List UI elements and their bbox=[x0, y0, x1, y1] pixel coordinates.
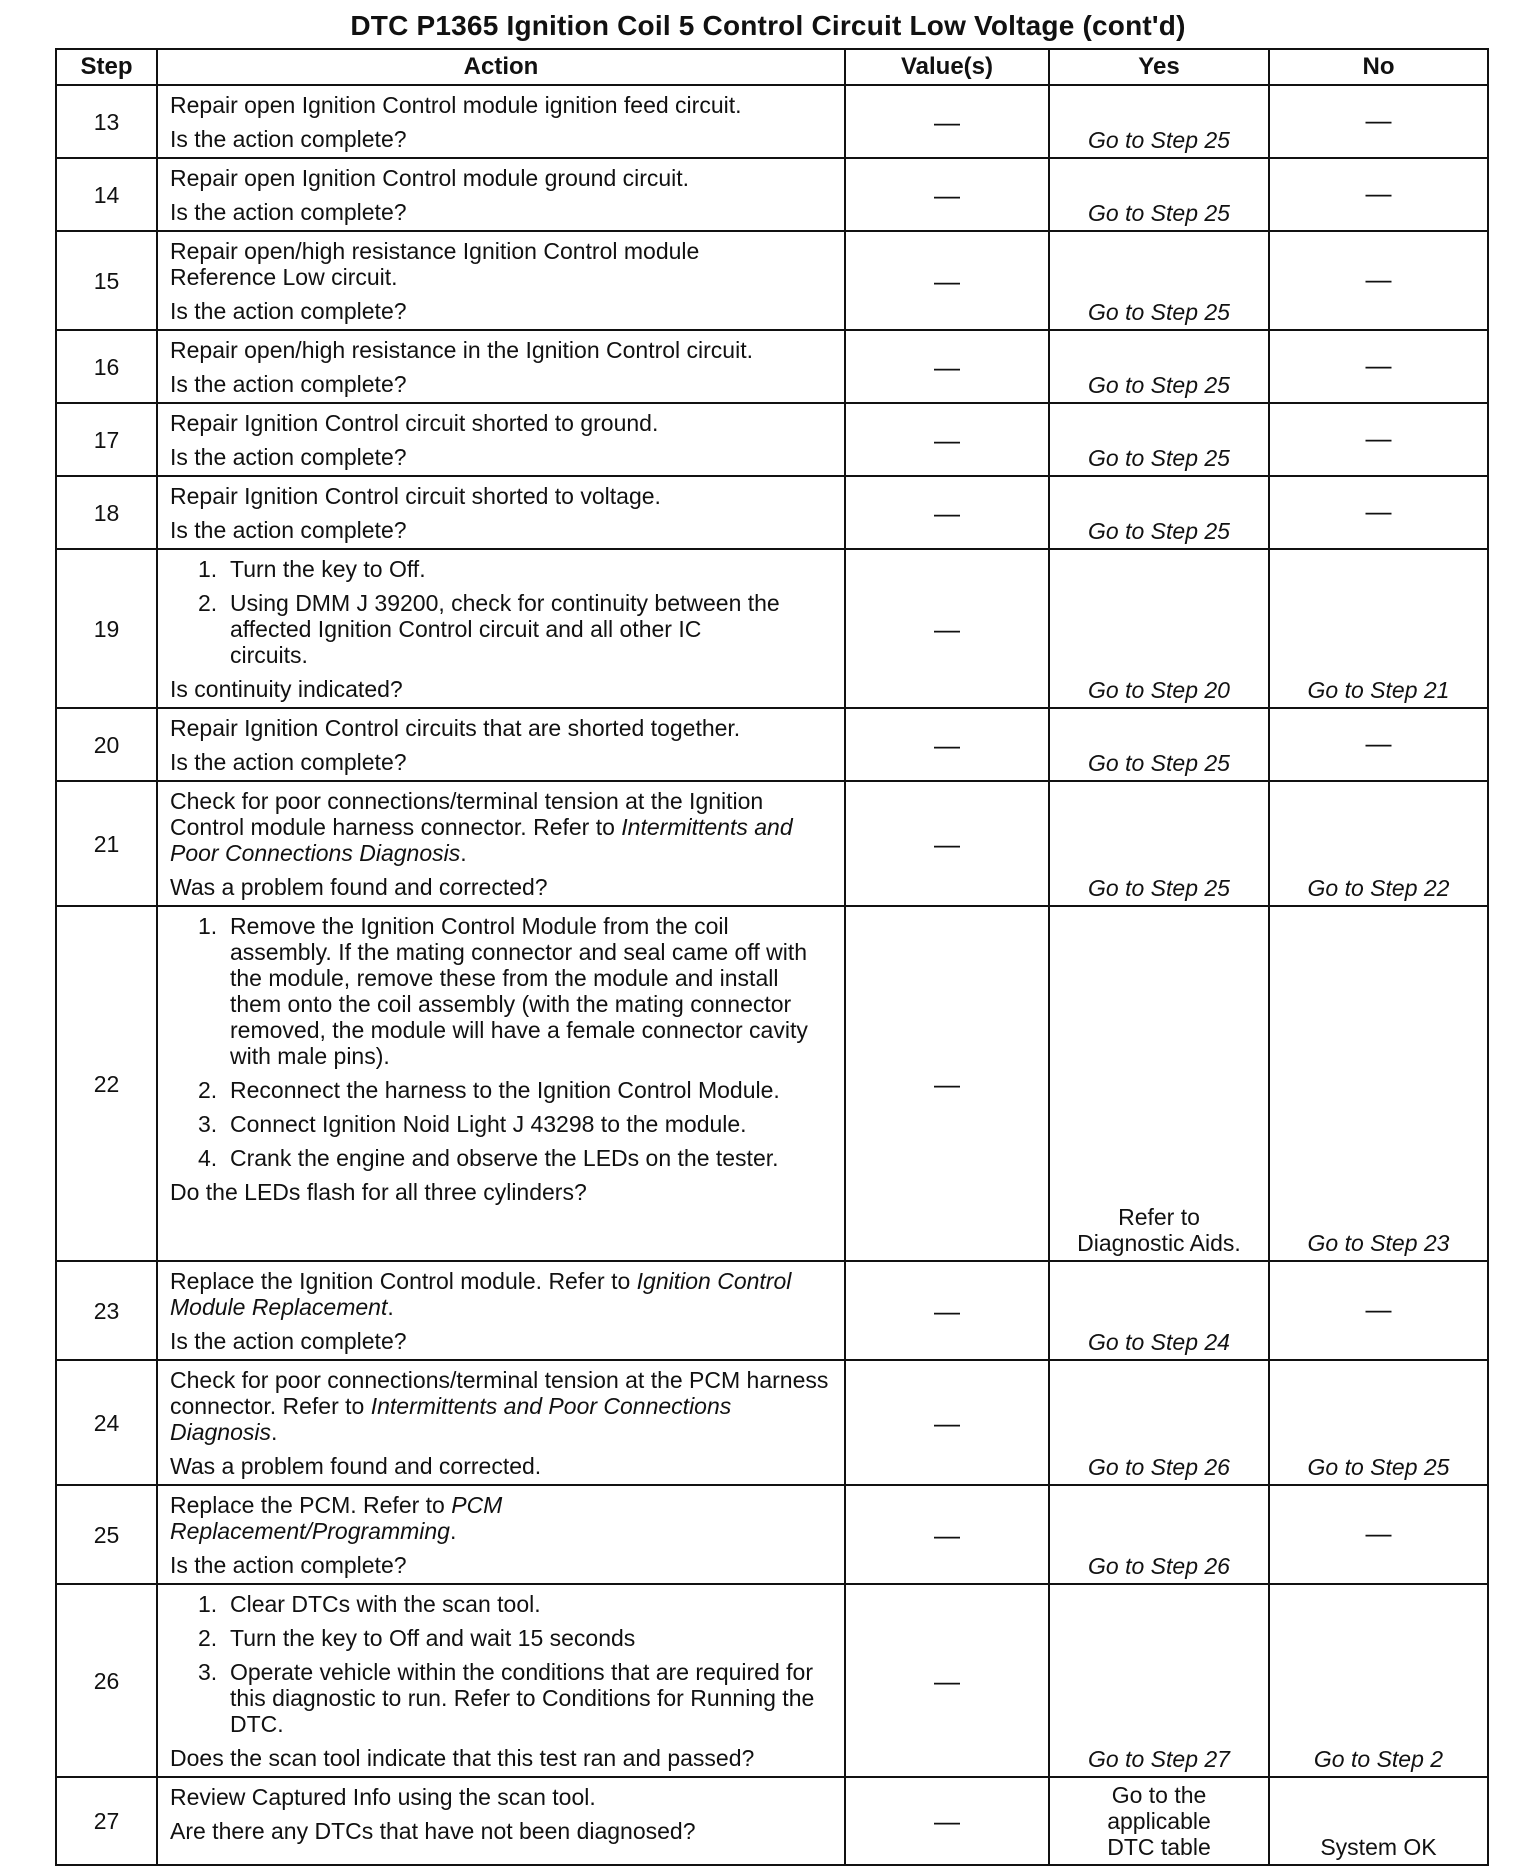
action-text: Check for poor connections/terminal tension at the PCM harness connector. Refer to Intermittents and Poor Connections Diagnosis. bbox=[170, 1367, 829, 1445]
header-values: Value(s) bbox=[845, 49, 1049, 85]
no-cell: — bbox=[1269, 158, 1488, 231]
step-number: 18 bbox=[56, 476, 157, 549]
instruction-list bbox=[170, 1591, 834, 1737]
value-cell: — bbox=[845, 330, 1049, 403]
yes-cell: Go to Step 25 bbox=[1049, 330, 1269, 403]
step-number: 17 bbox=[56, 403, 157, 476]
step-number: 15 bbox=[56, 231, 157, 330]
no-cell: — bbox=[1269, 1485, 1488, 1584]
value-cell: — bbox=[845, 231, 1049, 330]
yes-cell: Go to Step 25 bbox=[1049, 85, 1269, 158]
action-text: Repair Ignition Control circuit shorted to ground. bbox=[170, 410, 659, 436]
action-text: Check for poor connections/terminal tension at the Ignition Control module harness connector. Refer to Intermittents and Poor Connections Diagnosis. bbox=[170, 788, 793, 866]
action-text: Repair Ignition Control circuits that are shorted together. bbox=[170, 715, 741, 741]
step-number: 23 bbox=[56, 1261, 157, 1360]
step-number: 14 bbox=[56, 158, 157, 231]
action-text: Repair open Ignition Control module ignition feed circuit. bbox=[170, 92, 742, 118]
yes-cell: Go to Step 25 bbox=[1049, 403, 1269, 476]
action-text: Repair open/high resistance in the Ignition Control circuit. bbox=[170, 337, 753, 363]
action-question: Is the action complete? bbox=[170, 749, 407, 775]
action-text: Repair open/high resistance Ignition Control module Reference Low circuit. bbox=[170, 238, 700, 290]
action-cell bbox=[157, 1261, 845, 1360]
table-row bbox=[56, 1261, 1488, 1360]
header-action: Action bbox=[157, 49, 845, 85]
yes-cell: Refer to Diagnostic Aids. bbox=[1049, 906, 1269, 1261]
list-item: 1. Clear DTCs with the scan tool. bbox=[198, 1591, 541, 1617]
value-cell: — bbox=[845, 906, 1049, 1261]
yes-cell: Go to Step 26 bbox=[1049, 1485, 1269, 1584]
reference-link: Intermittents and Poor Connections Diagnosis bbox=[170, 814, 793, 866]
action-cell bbox=[157, 403, 845, 476]
action-cell bbox=[157, 1777, 845, 1865]
table-row bbox=[56, 708, 1488, 781]
action-question: Is the action complete? bbox=[170, 517, 407, 543]
yes-cell: Go to Step 27 bbox=[1049, 1584, 1269, 1777]
action-cell bbox=[157, 158, 845, 231]
action-cell bbox=[157, 85, 845, 158]
action-question: Was a problem found and corrected. bbox=[170, 1453, 542, 1479]
action-text: Replace the PCM. Refer to PCM Replacement/Programming. bbox=[170, 1492, 503, 1544]
yes-cell: Go to Step 26 bbox=[1049, 1360, 1269, 1485]
no-cell: Go to Step 25 bbox=[1269, 1360, 1488, 1485]
step-number: 27 bbox=[56, 1777, 157, 1865]
reference-link: Intermittents and Poor Connections Diagnosis bbox=[170, 1393, 732, 1445]
list-item: 1. Turn the key to Off. bbox=[198, 556, 426, 582]
table-row bbox=[56, 906, 1488, 1261]
list-item: 1. Remove the Ignition Control Module from the coil assembly. If the mating connector and seal came off with the module, remove these from the module and install them onto the coil assembly (with the mating connector removed, the module will have a female connector cavity with male pins). bbox=[198, 913, 808, 1069]
step-number: 24 bbox=[56, 1360, 157, 1485]
value-cell: — bbox=[845, 476, 1049, 549]
value-cell: — bbox=[845, 158, 1049, 231]
table-row bbox=[56, 1485, 1488, 1584]
action-question: Does the scan tool indicate that this test ran and passed? bbox=[170, 1745, 755, 1771]
value-cell: — bbox=[845, 708, 1049, 781]
action-question: Is the action complete? bbox=[170, 1328, 407, 1354]
no-cell: Go to Step 2 bbox=[1269, 1584, 1488, 1777]
reference-link: PCM Replacement/Programming bbox=[170, 1492, 503, 1544]
document-title: DTC P1365 Ignition Coil 5 Control Circuit Low Voltage (cont'd) bbox=[350, 10, 1186, 41]
header-step: Step bbox=[56, 49, 157, 85]
value-cell: — bbox=[845, 1584, 1049, 1777]
instruction-list bbox=[170, 556, 834, 668]
list-item: 2. Using DMM J 39200, check for continuity between the affected Ignition Control circuit and all other IC circuits. bbox=[198, 590, 780, 668]
no-cell: — bbox=[1269, 231, 1488, 330]
no-cell: — bbox=[1269, 1261, 1488, 1360]
step-number: 26 bbox=[56, 1584, 157, 1777]
list-item: 4. Crank the engine and observe the LEDs on the tester. bbox=[198, 1145, 779, 1171]
value-cell: — bbox=[845, 403, 1049, 476]
table-row bbox=[56, 85, 1488, 158]
action-cell bbox=[157, 549, 845, 708]
diagnostic-table bbox=[55, 48, 1489, 1866]
yes-cell: Go to Step 24 bbox=[1049, 1261, 1269, 1360]
header-no: No bbox=[1269, 49, 1488, 85]
no-cell: — bbox=[1269, 476, 1488, 549]
table-row bbox=[56, 476, 1488, 549]
no-cell: — bbox=[1269, 330, 1488, 403]
value-cell: — bbox=[845, 1360, 1049, 1485]
yes-cell: Go to Step 25 bbox=[1049, 781, 1269, 906]
action-cell bbox=[157, 1485, 845, 1584]
step-number: 25 bbox=[56, 1485, 157, 1584]
no-cell: Go to Step 21 bbox=[1269, 549, 1488, 708]
action-question: Is the action complete? bbox=[170, 1552, 407, 1578]
table-row bbox=[56, 1584, 1488, 1777]
action-question: Is the action complete? bbox=[170, 126, 407, 152]
table-row bbox=[56, 403, 1488, 476]
step-number: 19 bbox=[56, 549, 157, 708]
action-question: Are there any DTCs that have not been diagnosed? bbox=[170, 1818, 696, 1844]
no-cell: Go to Step 22 bbox=[1269, 781, 1488, 906]
no-cell: System OK bbox=[1269, 1777, 1488, 1865]
value-cell: — bbox=[845, 781, 1049, 906]
table-header-row bbox=[56, 49, 1488, 85]
action-cell bbox=[157, 476, 845, 549]
action-question: Is the action complete? bbox=[170, 199, 407, 225]
action-question: Is continuity indicated? bbox=[170, 676, 403, 702]
table-row bbox=[56, 158, 1488, 231]
value-cell: — bbox=[845, 1485, 1049, 1584]
action-cell bbox=[157, 1360, 845, 1485]
yes-cell: Go to Step 25 bbox=[1049, 476, 1269, 549]
step-number: 16 bbox=[56, 330, 157, 403]
yes-cell: Go to Step 25 bbox=[1049, 231, 1269, 330]
action-text: Review Captured Info using the scan tool. bbox=[170, 1784, 596, 1810]
yes-cell: Go to Step 20 bbox=[1049, 549, 1269, 708]
action-cell bbox=[157, 708, 845, 781]
yes-cell: Go to Step 25 bbox=[1049, 158, 1269, 231]
yes-cell: Go to the applicable DTC table bbox=[1049, 1777, 1269, 1865]
action-cell bbox=[157, 231, 845, 330]
value-cell: — bbox=[845, 85, 1049, 158]
table-row bbox=[56, 330, 1488, 403]
step-number: 21 bbox=[56, 781, 157, 906]
value-cell: — bbox=[845, 549, 1049, 708]
table-row bbox=[56, 231, 1488, 330]
table-row bbox=[56, 1360, 1488, 1485]
reference-link: Ignition Control Module Replacement bbox=[170, 1268, 792, 1320]
action-text: Replace the Ignition Control module. Refer to Ignition Control Module Replacement. bbox=[170, 1268, 792, 1320]
table-row bbox=[56, 1777, 1488, 1865]
list-item: 2. Turn the key to Off and wait 15 seconds bbox=[198, 1625, 636, 1651]
action-cell bbox=[157, 1584, 845, 1777]
no-cell: — bbox=[1269, 85, 1488, 158]
list-item: 3. Connect Ignition Noid Light J 43298 to the module. bbox=[198, 1111, 747, 1137]
no-cell: — bbox=[1269, 403, 1488, 476]
list-item: 3. Operate vehicle within the conditions that are required for this diagnostic to run. Refer to Conditions for Running the DTC. bbox=[198, 1659, 815, 1737]
list-item: 2. Reconnect the harness to the Ignition Control Module. bbox=[198, 1077, 780, 1103]
action-cell bbox=[157, 781, 845, 906]
no-cell: — bbox=[1269, 708, 1488, 781]
table-row bbox=[56, 549, 1488, 708]
action-question: Is the action complete? bbox=[170, 444, 407, 470]
value-cell: — bbox=[845, 1777, 1049, 1865]
action-question: Was a problem found and corrected? bbox=[170, 874, 548, 900]
header-yes: Yes bbox=[1049, 49, 1269, 85]
table-row bbox=[56, 781, 1488, 906]
action-question: Do the LEDs flash for all three cylinders? bbox=[170, 1179, 587, 1205]
action-cell bbox=[157, 906, 845, 1261]
yes-cell: Go to Step 25 bbox=[1049, 708, 1269, 781]
instruction-list bbox=[170, 913, 834, 1171]
no-cell: Go to Step 23 bbox=[1269, 906, 1488, 1261]
action-question: Is the action complete? bbox=[170, 371, 407, 397]
action-text: Repair open Ignition Control module ground circuit. bbox=[170, 165, 690, 191]
action-question: Is the action complete? bbox=[170, 298, 407, 324]
step-number: 22 bbox=[56, 906, 157, 1261]
step-number: 20 bbox=[56, 708, 157, 781]
value-cell: — bbox=[845, 1261, 1049, 1360]
action-text: Repair Ignition Control circuit shorted to voltage. bbox=[170, 483, 661, 509]
step-number: 13 bbox=[56, 85, 157, 158]
action-cell bbox=[157, 330, 845, 403]
